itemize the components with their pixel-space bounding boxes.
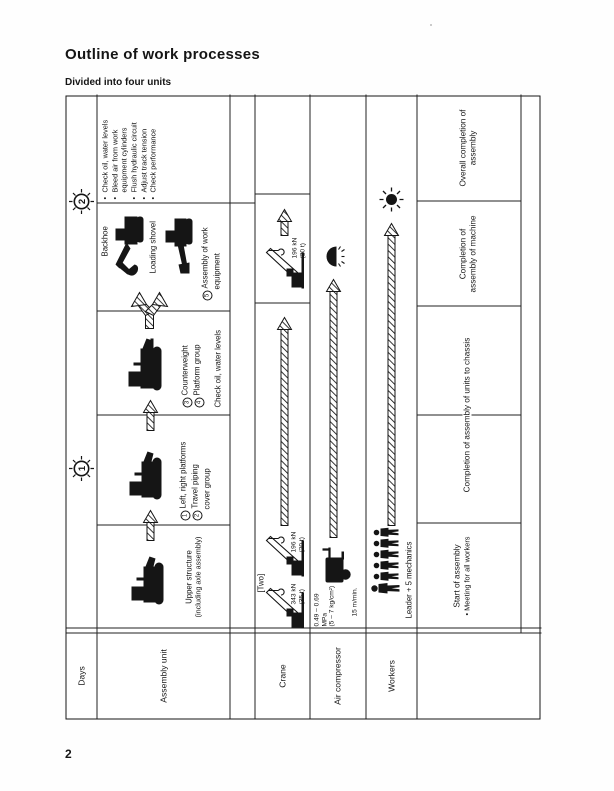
crane-343kn-label: 343 kN (35 t) <box>290 583 306 605</box>
milestone-machine: Completion of assembly of machine <box>458 215 478 293</box>
day-2-sun-marker <box>69 189 95 215</box>
counterweight-caption: 3Counterweight 4Platform group <box>181 312 205 408</box>
air-pressure-label: 0.49 – 0.69 MPa (5 – 7 kg/cm²) <box>313 585 336 627</box>
svg-text:2: 2 <box>76 198 88 205</box>
row-label-assembly-unit: Assembly unit <box>158 649 168 703</box>
cell-divider <box>417 201 521 202</box>
milestone-start: Start of assembly • Meeting for all workers <box>452 536 472 616</box>
cell-divider <box>255 194 310 195</box>
upper-structure-machine-icon <box>125 555 167 611</box>
crane-196kn-label: 196 kN (20 t) <box>290 531 306 553</box>
counterweight-machine-icon <box>121 337 165 399</box>
platforms-machine-icon <box>123 450 165 506</box>
row-label-air-compressor: Air compressor <box>332 647 343 705</box>
crane-count-label: [Two] <box>256 573 266 593</box>
air-progress-arrow <box>326 279 342 539</box>
workers-team-caption: Leader + 5 mechanics <box>404 541 414 619</box>
cell-divider <box>417 523 521 524</box>
crane-196kn-day2-label: 196 kN (20 t) <box>291 237 307 259</box>
cell-divider <box>97 525 230 526</box>
work-equipment-caption: 5Assembly of work equipment <box>201 201 223 301</box>
page-title: Outline of work processes <box>65 46 261 63</box>
milestone-overall: Overall completion of assembly <box>458 109 478 187</box>
checklist-item: • Adjust track tension <box>139 98 149 200</box>
upper-structure-caption: Upper structure (including axle assembly) <box>184 536 202 618</box>
row-line <box>97 95 98 719</box>
row-label-workers: Workers <box>386 660 396 692</box>
loading-shovel-label: Loading shovel <box>148 221 158 274</box>
cell-divider <box>97 415 230 416</box>
work-process-table <box>66 96 541 720</box>
cell-divider <box>97 203 255 204</box>
loading-shovel-icon <box>161 215 195 277</box>
air-compressor-icon <box>319 543 353 585</box>
checklist-item: • Bleed air from work equipment cylinders <box>110 98 129 200</box>
progress-arrow-icon <box>143 400 159 432</box>
final-checklist <box>101 98 159 200</box>
cell-divider <box>255 303 310 304</box>
air-flow-label: 15 m/min. <box>351 587 359 617</box>
row-line <box>255 95 256 719</box>
checklist-item: • Check performance <box>149 98 159 200</box>
row-line <box>417 95 418 719</box>
checklist-item: • Check oil, water levels <box>101 98 111 200</box>
rotated-table-wrapper <box>66 96 541 720</box>
platforms-caption: 1Left, right platforms 2Travel piping cover group <box>179 417 213 521</box>
row-line <box>230 95 231 719</box>
check-oil-note: Check oil, water levels <box>213 329 223 408</box>
row-line <box>521 95 522 634</box>
work-lamp-icon <box>324 244 350 270</box>
row-label-days: Days <box>76 666 87 686</box>
scan-speck <box>430 24 432 26</box>
row-line <box>366 95 367 719</box>
cell-divider <box>417 306 521 307</box>
progress-arrow-icon <box>143 510 159 542</box>
day-1-sun-marker <box>69 456 95 482</box>
svg-text:1: 1 <box>76 465 88 472</box>
backhoe-icon <box>112 213 146 279</box>
workers-progress-arrow <box>384 223 400 527</box>
workers-team-icons <box>370 525 404 595</box>
page-number: 2 <box>65 747 72 761</box>
sun-icon <box>379 187 405 213</box>
milestone-units-to-chassis: Completion of assembly of units to chassis <box>462 337 472 493</box>
row-line <box>310 95 311 719</box>
checklist-item: • Flush hydraulic circuit <box>129 98 139 200</box>
backhoe-label: Backhoe <box>100 226 110 257</box>
crane-progress-arrow <box>277 317 293 527</box>
row-label-crane: Crane <box>277 664 287 688</box>
table-caption: Divided into four units <box>65 77 172 88</box>
crane-short-arrow <box>277 209 293 237</box>
fork-arrow-icon <box>131 286 169 330</box>
